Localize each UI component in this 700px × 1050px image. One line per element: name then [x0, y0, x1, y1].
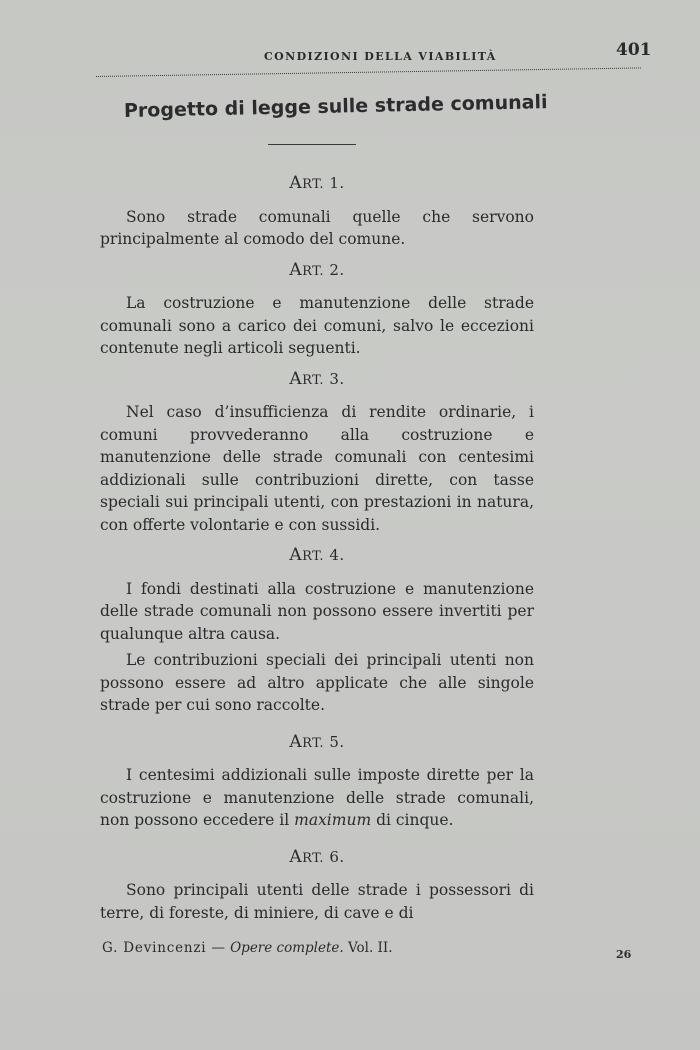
page-title: Progetto di legge sulle strade comunali	[123, 91, 548, 122]
article-heading: ART. 2.	[289, 259, 345, 280]
article-heading: ART. 3.	[289, 368, 345, 389]
article-heading: ART. 6.	[289, 846, 345, 867]
article-paragraph: Sono strade comunali quelle che servono principalmente al comodo del comune.	[100, 207, 534, 248]
page-number: 401	[616, 40, 652, 60]
article-paragraph: Nel caso d’insufficienza di rendite ordinarie, i comuni provvederanno alla costruzione e manutenzione delle strade comunali con centesimi addizionali sulle contribuzioni dirette, con tasse speciali sui principali utenti, con prestazioni in natura, con offerte volontarie e con sussidi.	[100, 403, 534, 534]
article-body	[100, 172, 534, 932]
footer-author: G. Devincenzi —	[102, 940, 226, 956]
header-dotted-rule	[96, 67, 641, 77]
title-rule	[268, 144, 356, 145]
article-heading: ART. 1.	[289, 173, 345, 193]
article-paragraph: I centesimi addizionali sulle imposte dirette per la costruzione e manutenzione delle strade comunali, non possono eccedere il maximum di cinque.	[100, 766, 534, 829]
article-5	[100, 731, 534, 832]
article-3	[100, 368, 534, 537]
article-paragraph: La costruzione e manutenzione delle strade comunali sono a carico dei comuni, salvo le eccezioni contenute negli articoli seguenti.	[100, 294, 534, 357]
signature-mark: 26	[616, 948, 632, 961]
article-1	[100, 172, 534, 251]
article-heading: ART. 5.	[289, 731, 345, 752]
footer-work: Opere complete.	[230, 940, 344, 956]
article-paragraph: Le contribuzioni speciali dei principali utenti non possono essere ad altro applicate che alle singole strade per cui sono raccolte.	[100, 651, 534, 714]
article-paragraph: Sono principali utenti delle strade i possessori di terre, di foreste, di miniere, di cave e di	[100, 881, 534, 922]
page-footer	[102, 940, 642, 956]
footer-volume: Vol. II.	[347, 940, 393, 956]
article-2	[100, 259, 534, 360]
article-heading: ART. 4.	[289, 545, 345, 565]
article-paragraph: I fondi destinati alla costruzione e manutenzione delle strade comunali non possono essere invertiti per qualunque altra causa.	[100, 579, 534, 643]
article-4	[100, 544, 534, 717]
page-header	[96, 40, 656, 88]
running-head: CONDIZIONI DELLA VIABILITÀ	[264, 50, 497, 63]
italic-term: maximum	[294, 811, 372, 829]
article-6	[100, 846, 534, 925]
